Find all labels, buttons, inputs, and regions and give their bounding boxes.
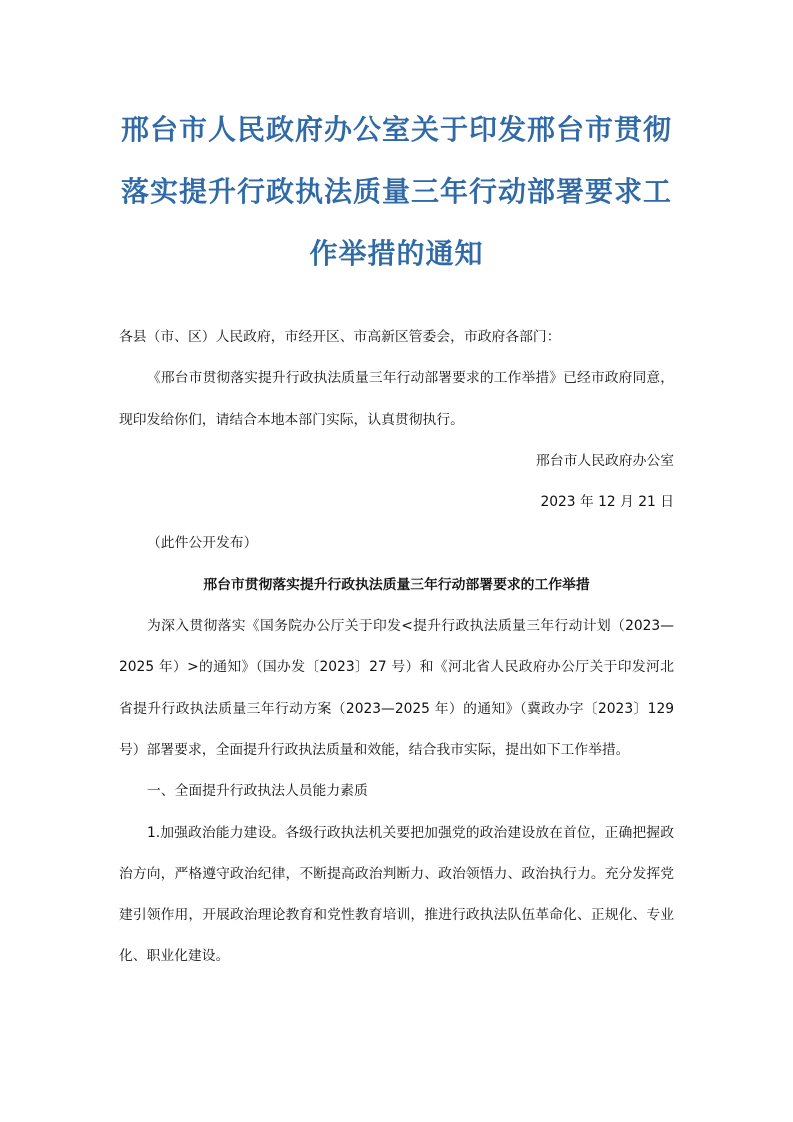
intro-line: 2025 年）>的通知》（国办发〔2023〕27 号）和《河北省人民政府办公厅关于印发河北 (119, 659, 674, 676)
document-body (119, 317, 674, 978)
publication-note: （此件公开发布） (147, 535, 258, 552)
item-line: 建引领作用，开展政治理论教育和党性教育培训，推进行政执法队伍革命化、正规化、专业 (119, 907, 674, 924)
attachment-heading: 邢台市贯彻落实提升行政执法质量三年行动部署要求的工作举措 (203, 576, 590, 593)
intro-line: 省提升行政执法质量三年行动方案（2023—2025 年）的通知》（冀政办字〔2023〕129 (119, 700, 674, 717)
signature-org: 邢台市人民政府办公室 (536, 452, 674, 469)
title-line: 落实提升行政执法质量三年行动部署要求工 (120, 175, 672, 208)
salutation: 各县（市、区）人民政府，市经开区、市高新区管委会，市政府各部门： (119, 329, 561, 345)
item-line: 治方向，严格遵守政治纪律，不断提高政治判断力、政治领悟力、政治执行力。充分发挥党 (119, 865, 674, 882)
item-line: 化、职业化建设。 (119, 948, 230, 965)
notice-line: 《邢台市贯彻落实提升行政执法质量三年行动部署要求的工作举措》已经市政府同意， (147, 370, 674, 387)
title-line: 邢台市人民政府办公室关于印发邢台市贯彻 (120, 113, 672, 146)
notice-line: 现印发给你们，请结合本地本部门实际，认真贯彻执行。 (119, 411, 464, 428)
intro-line: 为深入贯彻落实《国务院办公厅关于印发<提升行政执法质量三年行动计划（2023— (147, 618, 674, 635)
title-line: 作举措的通知 (309, 237, 484, 270)
intro-line: 号）部署要求，全面提升行政执法质量和效能，结合我市实际，提出如下工作举措。 (119, 741, 630, 758)
section-heading: 一、全面提升行政执法人员能力素质 (147, 783, 368, 800)
item-line: 1.加强政治能力建设。各级行政执法机关要把加强党的政治建设放在首位，正确把握政 (147, 824, 674, 841)
document-title (110, 99, 683, 285)
signature-date: 2023 年 12 月 21 日 (540, 494, 674, 511)
